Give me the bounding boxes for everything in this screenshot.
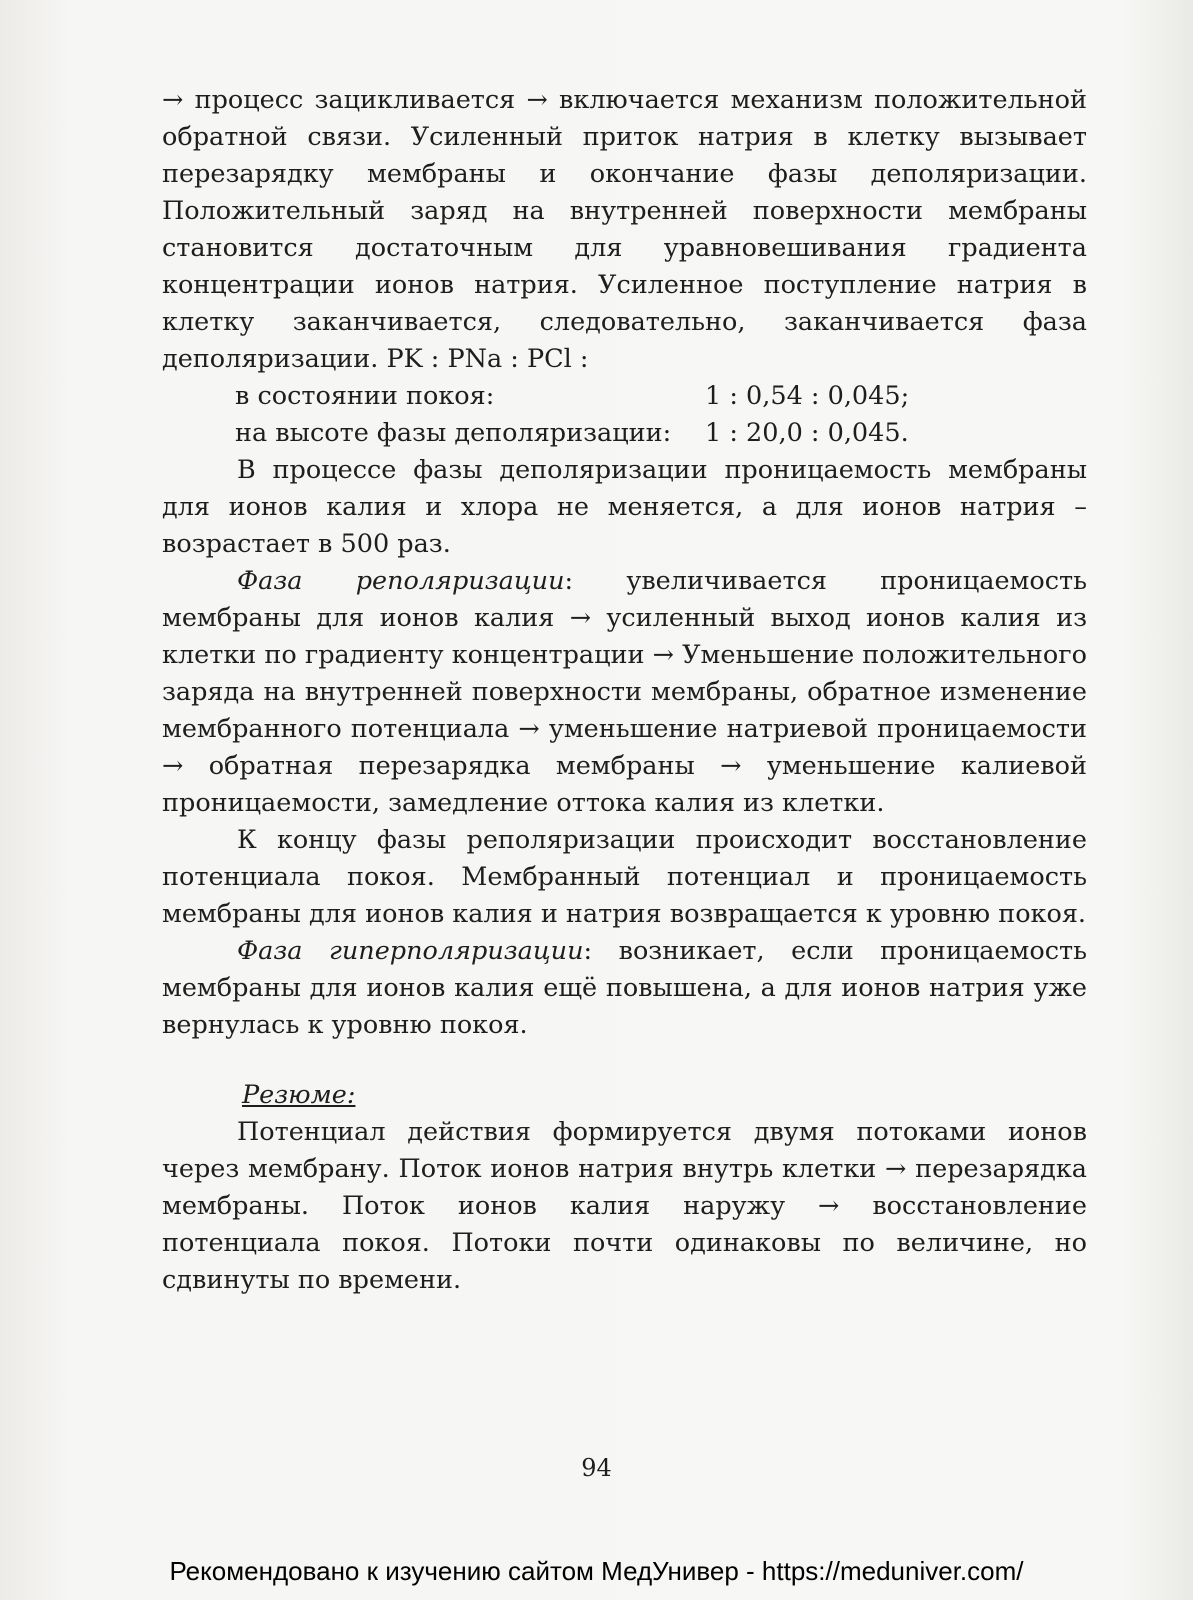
body-text [162, 82, 1087, 1299]
ratio-row-peak [162, 415, 1087, 452]
repolarization-text: : увеличивается проницаемость мембраны для ионов калия → усиленный выход ионов калия из клетки по градиенту концентрации → Уменьшение положительного заряда на внутренней поверхности мембраны, обратное изменение мембранного потенциала → уменьшение натриевой проницаемости → обратная перезарядка мембраны → уменьшение калиевой проницаемости, замедление оттока калия из клетки. [162, 566, 1087, 818]
term-repolarization: Фаза реполяризации [237, 566, 565, 596]
paragraph-repolarization [162, 563, 1087, 822]
ratio-value: 1 : 20,0 : 0,045. [705, 418, 909, 448]
page-number: 94 [581, 1454, 612, 1482]
hyperpolarization-text: : возникает, если проницаемость мембраны для ионов калия ещё повышена, а для ионов натрия уже вернулась к уровню покоя. [162, 936, 1087, 1040]
ratio-label: в состоянии покоя: [235, 381, 495, 411]
resume-heading: Резюме: [242, 1080, 356, 1110]
ratio-row-rest [162, 378, 1087, 415]
paragraph-resume: Потенциал действия формируется двумя потоками ионов через мембрану. Поток ионов натрия внутрь клетки → перезарядка мембраны. Поток ионов калия наружу → восстановление потенциала покоя. Потоки почти одинаковы по величине, но сдвинуты по времени. [162, 1117, 1087, 1295]
ratio-value: 1 : 0,54 : 0,045; [705, 381, 910, 411]
paragraph-depolarization-end: → процесс зацикливается → включается механизм положительной обратной связи. Усиленный приток натрия в клетку вызывает перезарядку мембраны и окончание фазы деполяризации. Положительный заряд на внутренней поверхности мембраны становится достаточным для уравновешивания градиента концентрации ионов натрия. Усиленное поступление натрия в клетку заканчивается, следовательно, заканчивается фаза деполяризации. PK : PNa : PCl : [162, 85, 1087, 374]
paragraph-resting-restore: К концу фазы реполяризации происходит восстановление потенциала покоя. Мембранный потенциал и проницаемость мембраны для ионов калия и натрия возвращается к уровню покоя. [162, 825, 1087, 929]
term-hyperpolarization: Фаза гиперполяризации [237, 936, 584, 966]
ratio-label: на высоте фазы деполяризации: [235, 418, 672, 448]
paragraph-hyperpolarization [162, 933, 1087, 1044]
paragraph-permeability: В процессе фазы деполяризации проницаемость мембраны для ионов калия и хлора не меняется, а для ионов натрия – возрастает в 500 раз. [162, 455, 1087, 559]
footer-recommendation: Рекомендовано к изучению сайтом МедУнивер - https://meduniver.com/ [169, 1556, 1024, 1586]
